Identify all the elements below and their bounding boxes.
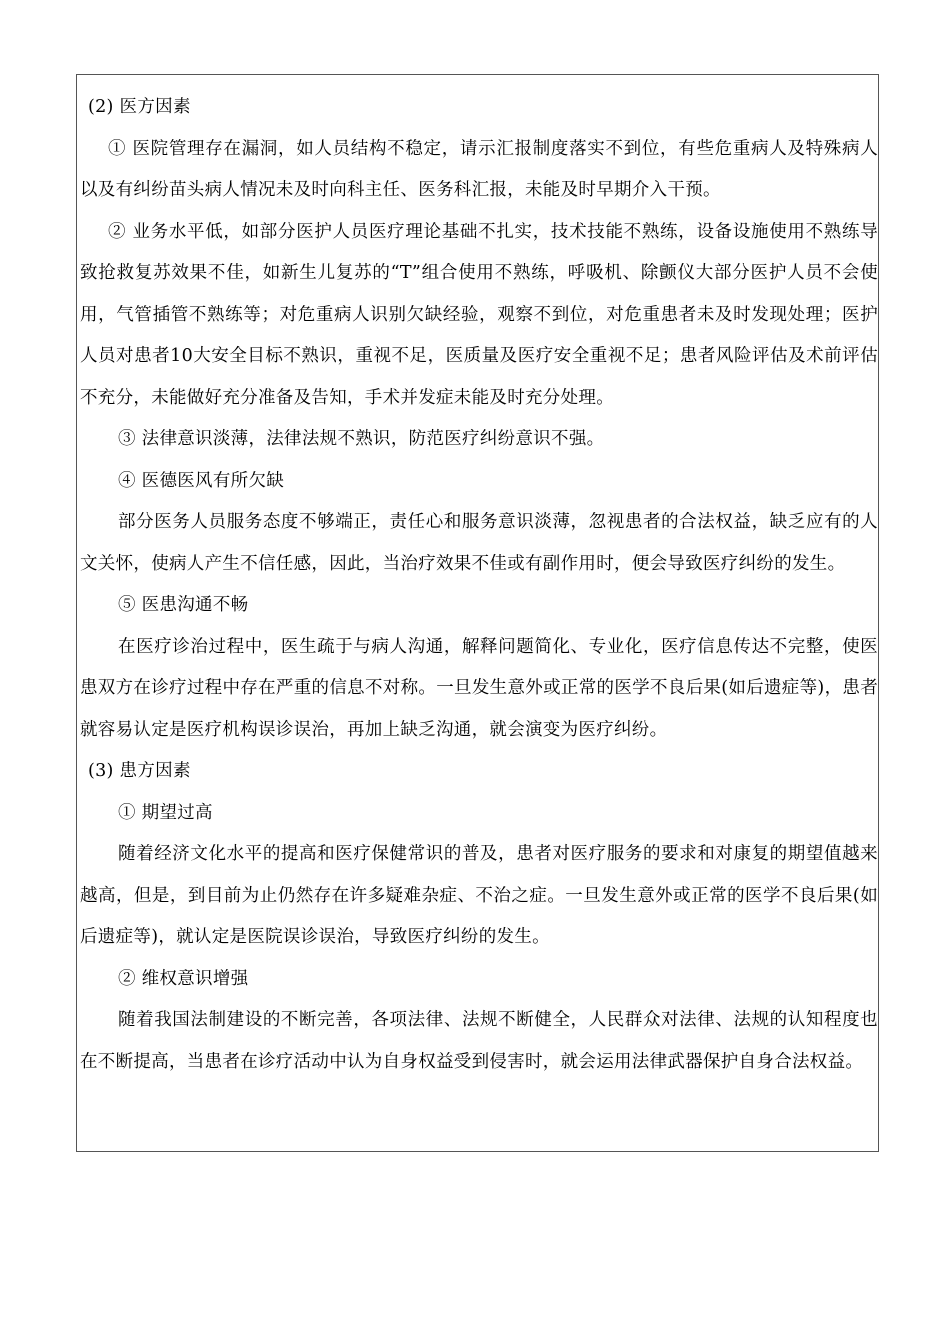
section-3-item-1-title: ① 期望过高 [118, 802, 213, 823]
section-2-item-3: ③ 法律意识淡薄，法律法规不熟识，防范医疗纠纷意识不强。 [118, 429, 605, 449]
section-2-item-4-title: ④ 医德医风有所欠缺 [118, 470, 285, 491]
content-table-cell [76, 74, 879, 1152]
section-3-heading: (3) 患方因素 [88, 761, 191, 781]
document-body [77, 87, 880, 1083]
section-3-item-1-body: 随着经济文化水平的提高和医疗保健常识的普及，患者对医疗服务的要求和对康复的期望值越来越高，但是，到目前为止仍然存在许多疑难杂症、不治之症。一旦发生意外或正常的医学不良后果(如后遗症等)，就认定是医院误诊误治，导致医疗纠纷的发生。 [80, 844, 878, 947]
section-2-heading: (2) 医方因素 [88, 97, 191, 117]
section-2-item-1: ① 医院管理存在漏洞，如人员结构不稳定，请示汇报制度落实不到位，有些危重病人及特殊病人以及有纠纷苗头病人情况未及时向科主任、医务科汇报，未能及时早期介入干预。 [80, 138, 878, 200]
section-2-item-4-body: 部分医务人员服务态度不够端正，责任心和服务意识淡薄，忽视患者的合法权益，缺乏应有的人文关怀，使病人产生不信任感，因此，当治疗效果不佳或有副作用时，便会导致医疗纠纷的发生。 [80, 512, 878, 574]
section-2-item-5-body: 在医疗诊治过程中，医生疏于与病人沟通，解释问题简化、专业化，医疗信息传达不完整，使医患双方在诊疗过程中存在严重的信息不对称。一旦发生意外或正常的医学不良后果(如后遗症等)，患者就容易认定是医疗机构误诊误治，再加上缺乏沟通，就会演变为医疗纠纷。 [80, 636, 878, 740]
section-2-item-5-title: ⑤ 医患沟通不畅 [118, 595, 249, 615]
section-2-item-2: ② 业务水平低，如部分医护人员医疗理论基础不扎实，技术技能不熟练，设备设施使用不熟练导致抢救复苏效果不佳，如新生儿复苏的“T”组合使用不熟练，呼吸机、除颤仪大部分医护人员不会使用，气管插管不熟练等；对危重病人识别欠缺经验，观察不到位，对危重患者未及时发现处理；医护人员对患者10大安全目标不熟识，重视不足，医质量及医疗安全重视不足；患者风险评估及术前评估不充分，未能做好充分准备及告知，手术并发症未能及时充分处理。 [80, 221, 878, 408]
section-3-item-2-title: ② 维权意识增强 [118, 968, 249, 989]
section-3-item-2-body: 随着我国法制建设的不断完善，各项法律、法规不断健全，人民群众对法律、法规的认知程度也在不断提高，当患者在诊疗活动中认为自身权益受到侵害时，就会运用法律武器保护自身合法权益。 [80, 1010, 878, 1072]
